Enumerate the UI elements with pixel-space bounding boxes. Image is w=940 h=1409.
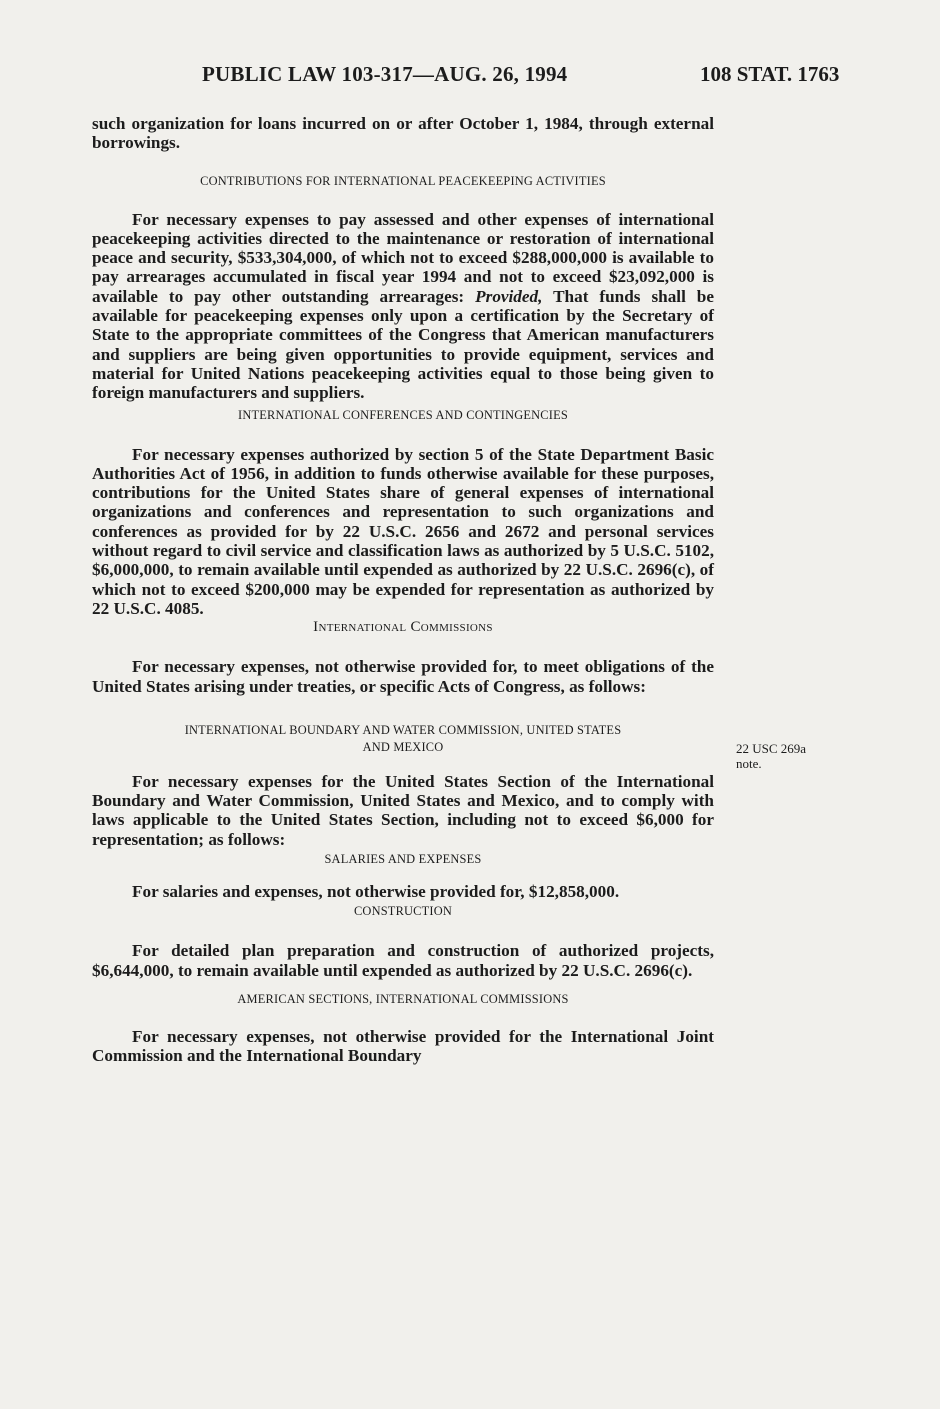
heading-ibwc-line1: INTERNATIONAL BOUNDARY AND WATER COMMISSION, UNITED STATES: [184, 722, 622, 737]
heading-american-sections: AMERICAN SECTIONS, INTERNATIONAL COMMISSIONS: [237, 991, 569, 1006]
heading-conferences: INTERNATIONAL CONFERENCES AND CONTINGENCIES: [238, 407, 568, 422]
paragraph-salaries: For salaries and expenses, not otherwise provided for, $12,858,000.: [132, 882, 620, 902]
paragraph-international-commissions: For necessary expenses, not otherwise provided for, to meet obligations of the United States arising under treaties, or specific Acts of Congress, as follows:: [92, 657, 714, 696]
peacekeeping-text-before: For necessary expenses to pay assessed and other expenses of international peacekeeping activities directed to the maintenance or restoration of international peace and security, $533,304,000, of which not to exceed $288,000,000 is available to pay arrearages accumulated in fiscal year 1994 and not to exceed $23,092,000 is available to pay other outstanding arrearages:: [92, 209, 714, 306]
margin-note-citation: 22 USC 269a: [736, 741, 807, 756]
peacekeeping-text-after: That funds shall be available for peacekeeping expenses only upon a certification by the Secretary of State to the appropriate committees of the Congress that American manufacturers and suppliers are being given opportunities to provide equipment, services and material for United Nations peacekeeping activities equal to those being given to foreign manufacturers and suppliers.: [92, 286, 714, 403]
heading-peacekeeping: CONTRIBUTIONS FOR INTERNATIONAL PEACEKEEPING ACTIVITIES: [200, 173, 606, 188]
paragraph-conferences: For necessary expenses authorized by section 5 of the State Department Basic Authorities Act of 1956, in addition to funds otherwise available for these purposes, contributions for the United States share of general expenses of international organizations and conferences and representation to such organizations and conferences as provided for by 22 U.S.C. 2656 and 2672 and personal services without regard to civil service and classification laws as authorized by 5 U.S.C. 5102, $6,000,000, to remain available until expended as authorized by 22 U.S.C. 2696(c), of which not to exceed $200,000 may be expended for representation as authorized by 22 U.S.C. 4085.: [92, 444, 714, 618]
provided-italic: Provided,: [475, 286, 543, 306]
heading-ibwc: [92, 722, 714, 756]
paragraph-ibwc: For necessary expenses for the United States Section of the International Boundary and Water Commission, United States and Mexico, and to comply with laws applicable to the United States Section, including not to exceed $6,000 for representation; as follows:: [92, 771, 714, 849]
heading-salaries: SALARIES AND EXPENSES: [324, 852, 482, 867]
paragraph-construction: For detailed plan preparation and construction of authorized projects, $6,644,000, to remain available until expended as authorized by 22 U.S.C. 2696(c).: [92, 941, 714, 980]
opening-paragraph: such organization for loans incurred on or after October 1, 1984, through external borrowings.: [92, 114, 714, 153]
heading-construction: CONSTRUCTION: [353, 904, 453, 919]
paragraph-peacekeeping: [92, 210, 714, 403]
margin-note: [736, 741, 846, 771]
page-header-title: PUBLIC LAW 103-317—AUG. 26, 1994: [202, 62, 568, 86]
body-column: [92, 114, 714, 1066]
paragraph-american-sections: For necessary expenses, not otherwise provided for the International Joint Commission and the International Boundary: [92, 1026, 714, 1066]
heading-ibwc-line2: AND MEXICO: [362, 739, 444, 754]
statute-page-number: 108 STAT. 1763: [700, 62, 840, 86]
heading-international-commissions: International Commissions: [313, 619, 493, 636]
margin-note-label: note.: [736, 756, 762, 771]
